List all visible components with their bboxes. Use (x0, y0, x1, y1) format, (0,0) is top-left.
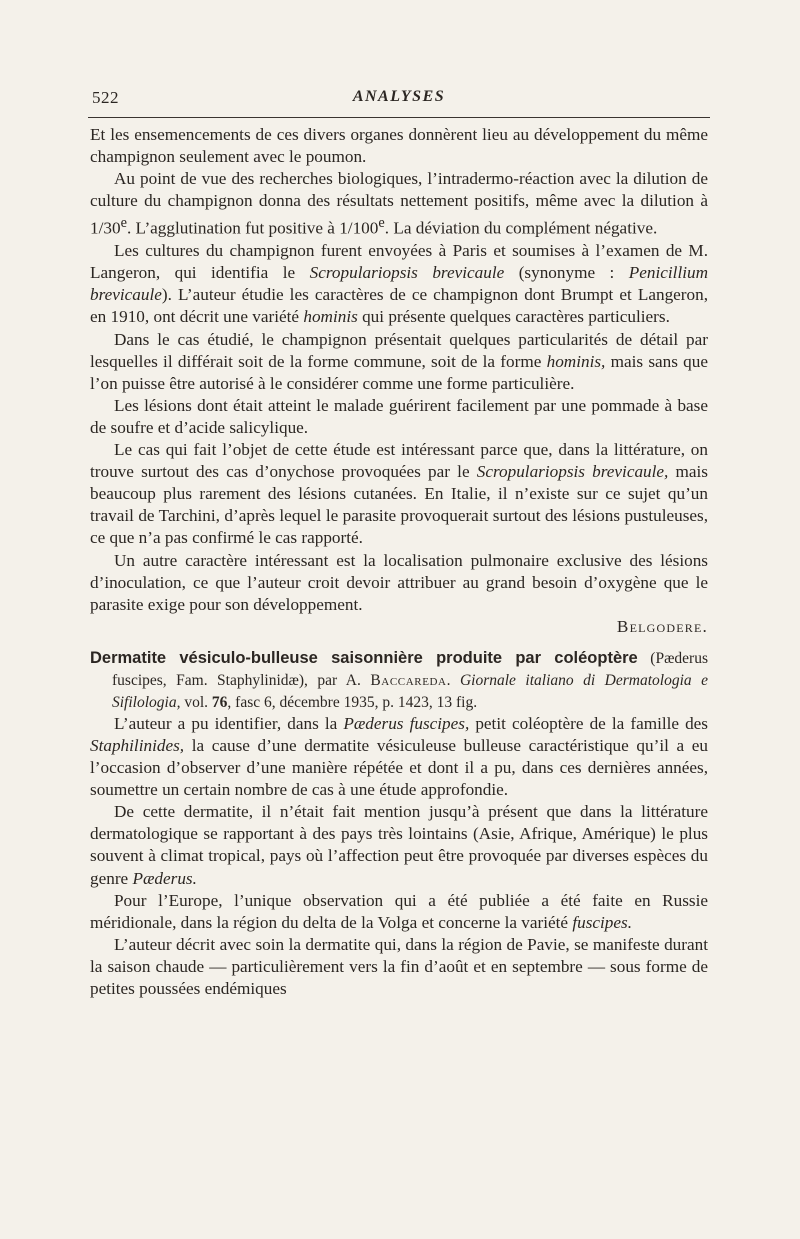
page-header (88, 84, 710, 112)
text-run: Dans le cas étudié, le champignon présentait quelques particularités de détail par lesquelles il différait soit de la forme commune, soit de la forme (90, 329, 708, 371)
italic-text: hominis (303, 307, 358, 327)
paragraph (90, 168, 708, 240)
text-run: Et les ensemencements de ces divers organes donnèrent lieu au développement du même champignon seulement avec le poumon. (90, 125, 708, 167)
text-run: Les cultures du champignon furent envoyées à Paris et soumises à l’examen de M. Langeron, qui identifia le (90, 241, 708, 283)
text-run: Le cas qui fait l’objet de cette étude est intéressant parce que, dans la littérature, on trouve surtout des cas d’onychose provoquées par le (90, 440, 708, 482)
page-body (90, 124, 708, 1000)
text-run: mais sans que l’on puisse être autorisé à le considérer comme une forme particulière. (90, 351, 708, 393)
text-run: L’auteur a pu identifier, dans la (114, 713, 344, 733)
paragraph (90, 713, 708, 801)
paragraph (90, 801, 708, 889)
page-number: 522 (92, 88, 119, 107)
review-text (90, 124, 708, 616)
italic-text: Pæderus. (132, 868, 197, 888)
text-run: Pour l’Europe, l’unique observation qui a été publiée a été faite en Russie méridionale, dans la région du delta de la Volga et concerne la variété (90, 890, 708, 932)
text-run: . L’agglutination fut positive à 1/100 (126, 219, 379, 239)
review-signature: Belgodere. (616, 616, 708, 636)
paragraph (90, 439, 708, 549)
text-run: . La déviation du complément négative. (384, 219, 658, 239)
italic-text: Pæderus fuscipes, (343, 713, 470, 733)
article-title (90, 647, 708, 713)
italic-text: Scropulariopsis brevicaule, (476, 462, 669, 482)
text-run: 76 (211, 693, 228, 711)
superscript: e (120, 215, 127, 232)
text-run: Baccareda (370, 671, 447, 689)
italic-text: Penicillium brevicaule (90, 263, 709, 305)
italic-text: fuscipes. (572, 912, 633, 932)
italic-text: hominis, (546, 351, 606, 371)
text-run: mais beaucoup plus rarement des lésions cutanées. En Italie, il n’existe sur ce sujet qu’un travail de Tarchini, d’après lequel le parasite provoquerait surtout des lésions pustuleuses, ce que n’a pas confirmé le cas rapporté. (90, 462, 708, 548)
superscript: e (378, 215, 385, 232)
text-run: qui présente quelques caractères particuliers. (357, 307, 670, 327)
paragraph (90, 124, 708, 168)
text-run: petit coléoptère de la famille des (469, 713, 708, 733)
text-run: Au point de vue des recherches biologiques, l’intradermo-réaction avec la dilution de culture du champignon donna des résultats nettement positifs, même avec la dilution à 1/30 (90, 169, 708, 239)
italic-text: Scropulariopsis brevicaule (309, 263, 505, 283)
text-run: ). L’auteur étudie les caractères de ce champignon dont Brumpt et Langeron, en 1910, ont décrit une variété (90, 285, 708, 327)
paragraph (90, 550, 708, 616)
text-run: (Pæderus fuscipes, Fam. Staphylinidæ), par A. (112, 649, 708, 689)
paragraph (90, 934, 708, 1000)
italic-text: Staphilinides, (90, 735, 185, 755)
italic-text: Giornale italiano di Dermatologia e Sifilologia, (112, 671, 708, 711)
paragraph (90, 890, 708, 934)
header-rule (88, 117, 710, 118)
text-run: De cette dermatite, il n’était fait mention jusqu’à présent que dans la littérature dermatologique se rapportant à des pays très lointains (Asie, Afrique, Amérique) le plus souvent à climat tropical, pays où l’affection peut être provoquée par diverses espèces du genre (90, 802, 708, 888)
text-run: Un autre caractère intéressant est la localisation pulmonaire exclusive des lésions d’inoculation, ce que l’auteur croit devoir attribuer au grand besoin d’oxygène que le parasite exige pour son développement. (90, 550, 708, 614)
text-run: la cause d’une dermatite vésiculeuse bulleuse caractéristique qu’il a eu l’occasion d’observer d’une manière répétée et dont il a pu, dans ces dernières années, soumettre un certain nombre de cas à une étude approfondie. (90, 735, 708, 800)
paragraph (90, 329, 708, 395)
text-run: . (446, 671, 460, 689)
text-run: L’auteur décrit avec soin la dermatite qui, dans la région de Pavie, se manifeste durant la saison chaude — particulièrement vers la fin d’août et en septembre — sous forme de petites poussées endémiques (90, 934, 708, 999)
paragraph (90, 395, 708, 439)
text-run: , fasc 6, décembre 1935, p. 1423, 13 fig. (227, 693, 478, 711)
text-run: Dermatite vésiculo-bulleuse saisonnière produite par coléoptère (90, 648, 638, 667)
text-run: Les lésions dont était atteint le malade guérirent facilement par une pommade à base de soufre et d’acide salicylique. (90, 395, 708, 437)
text-run: (synonyme : (504, 263, 629, 283)
running-head: ANALYSES (352, 88, 446, 105)
text-run: vol. (180, 693, 212, 711)
article-body (90, 713, 708, 1000)
paragraph (90, 240, 708, 328)
